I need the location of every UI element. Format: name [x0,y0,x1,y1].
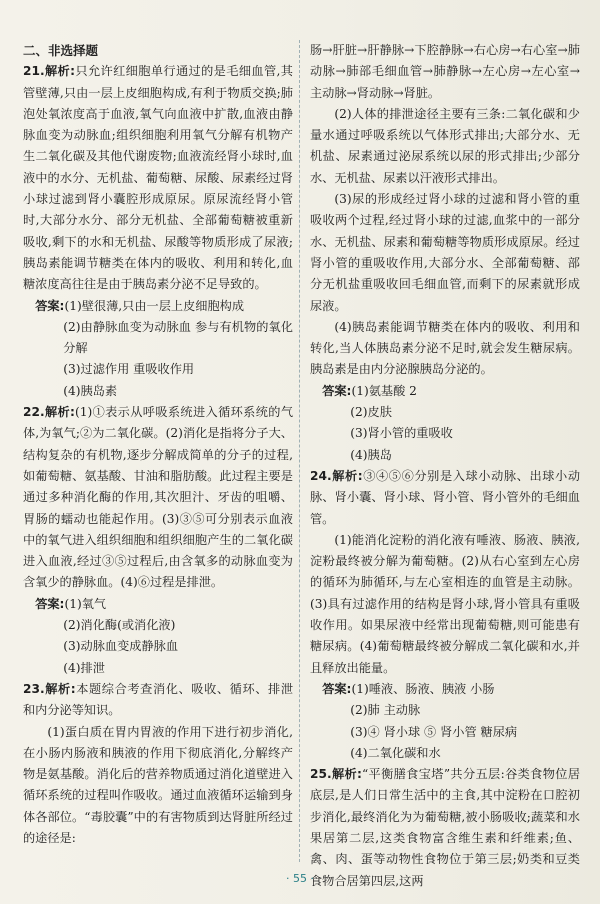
q25-analysis-label: 解析: [331,767,362,782]
q21-answer-4: (4)胰岛素 [63,383,118,398]
q22-analysis-text: (1)①表示从呼吸系统进入循环系统的气体,为氧气;②为二氧化碳。(2)消化是指将分子大、结构复杂的有机物,逐步分解成简单的分子的过程,如葡萄糖、氨基酸、甘油和脂肪酸。此过程主要是通过多种消化酶的作用,其次胆汁、牙齿的咀嚼、胃肠的蠕动也能起作用。(3)③⑤可分别表示血液中的氧气进入组织细胞和组织细胞产生的二氧化碳进入血液,经过③⑤过程后,由含氧多的动脉血变为含氧少的静脉血。(4)⑥过程是排泄。 [23,405,294,590]
q21-answer-1-text: (1)壁很薄,只由一层上皮细胞构成 [64,298,245,313]
q22-answer-1-text: (1)氧气 [64,596,107,611]
q24-analysis-label: 解析: [331,468,363,483]
q24-analysis-para-2: (1)能消化淀粉的消化液有唾液、肠液、胰液,淀粉最终被分解为葡萄糖。(2)从右心室到左心房的循环为肺循环,与左心室相连的血管是主动脉。(3)具有过滤作用的结构是肾小球,肾小管具有重吸收作用。如果尿液中经常出现葡萄糖,则可能患有糖尿病。(4)葡萄糖最终被分解成二氧化碳和水,并且释放出能量。 [310,532,580,675]
q23-analysis [23,679,293,722]
q23-para-insulin: (4)胰岛素能调节糖类在体内的吸收、利用和转化,当人体胰岛素分泌不足时,就会发生糖尿病。胰岛素是由内分泌腺胰岛分泌的。 [310,319,580,377]
section-title: 二、非选择题 [23,43,99,58]
q25-analysis-text: “平衡膳食宝塔”共分五层:谷类食物位居底层,是人们日常生活中的主食,其中淀粉在口腔初步消化,最终消化为为葡萄糖,被小肠吸收;蔬菜和水果居第二层,这类食物富含维生素和纤维素;鱼、禽、肉、蛋等动物性食物位于第三层;奶类和豆类食物合居第四层,这两 [310,767,581,888]
q23-number: 23. [23,681,45,696]
q21-answer-label: 答案: [35,298,65,313]
q22-answer-label: 答案: [35,596,65,611]
q23-para-urine: (3)尿的形成经过肾小球的过滤和肾小管的重吸收两个过程,经过肾小球的过滤,血浆中的一部分水、无机盐、尿素和葡萄糖等物质形成原尿。经过肾小管的重吸收作用,大部分水、全部葡萄糖、部分无机盐重吸收回毛细血管,而剩下的尿素就形成尿液。 [310,192,580,313]
q24-analysis [310,466,580,530]
q23-answer-1 [310,381,580,402]
q21-number: 21. [23,64,45,79]
q23-analysis-label: 解析: [44,681,76,696]
column-divider [299,40,300,862]
q22-number: 22. [23,405,45,420]
q21-answer-3: (3)过滤作用 重吸收作用 [63,362,195,377]
q23-path: 肠→肝脏→肝静脉→下腔静脉→右心房→右心室→肺动脉→肺部毛细血管→肺静脉→左心房→左心室→主动脉→肾动脉→肾脏。 [310,43,580,100]
q22-analysis-label: 解析: [44,405,75,420]
q24-answer-3: (3)④ 肾小球 ⑤ 肾小管 糖尿病 [350,724,518,739]
q23-answer-3: (3)肾小管的重吸收 [350,426,453,441]
q21-analysis-label: 解析: [44,64,75,79]
q24-answer-1-text: (1)唾液、肠液、胰液 小肠 [351,681,495,696]
q24-analysis-text-1: ③④⑤⑥分别是入球小动脉、出球小动脉、肾小囊、肾小球、肾小管、肾小管外的毛细血管。 [310,468,581,526]
q21-analysis-text: 只允许红细胞单行通过的是毛细血管,其管壁薄,只由一层上皮细胞构成,有利于物质交换;肺泡处氧浓度高于血液,氧气向血液中扩散,血液由静脉血变为动脉血;组织细胞利用氧气分解有机物产生二氧化碳及其他代谢废物;血液流经肾小球时,血液中的水分、无机盐、葡萄糖、尿酸、尿素经过肾小球过滤到肾小囊腔形成原尿。原尿流经肾小管时,大部分水分、部分无机盐、全部葡萄糖被重新吸收,剩下的水和无机盐、尿酸等物质形成了尿液;胰岛素能调节糖类在体内的吸收、利用和转化,血糖浓度高往往是由于胰岛素分泌不足导致的。 [23,64,293,292]
q22-answer-3: (3)动脉血变成静脉血 [63,639,179,654]
q23-answer-label: 答案: [322,383,352,398]
q23-answer-2: (2)皮肤 [350,405,392,420]
right-column [310,40,580,892]
q21-analysis [23,61,293,295]
q21-answer-2: (2)由静脉血变为动脉血 参与有机物的氧化分解 [63,319,293,356]
q23-para-excretion: (2)人体的排泄途径主要有三条:二氧化碳和少量水通过呼吸系统以气体形式排出;大部分水、无机盐、尿素通过泌尿系统以尿的形式排出;少部分水、无机盐、尿素以汗液形式排出。 [310,106,580,185]
q22-analysis [23,402,293,594]
q24-number: 24. [310,468,332,483]
q25-number: 25. [310,767,332,782]
q23-answer-1-text: (1)氨基酸 2 [351,383,417,398]
q24-answer-label: 答案: [322,681,352,696]
q24-answer-4: (4)二氧化碳和水 [350,745,441,760]
q23-analysis-text-1: 本题综合考查消化、吸收、循环、排泄和内分泌等知识。 [23,681,294,718]
left-column [23,40,293,849]
q24-answer-2: (2)肺 主动脉 [350,703,421,718]
q22-answer-1 [23,594,293,615]
q21-answer-1 [23,296,293,317]
page-number: · 55 · [286,872,314,885]
q24-answer-1 [310,679,580,700]
q22-answer-2: (2)消化酶(或消化液) [63,618,176,633]
q22-answer-4: (4)排泄 [63,660,105,675]
q23-answer-4: (4)胰岛 [350,447,392,462]
q23-analysis-para-2: (1)蛋白质在胃内胃液的作用下进行初步消化,在小肠内肠液和胰液的作用下彻底消化,分解终产物是氨基酸。消化后的营养物质通过消化道壁进入循环系统的过程叫作吸收。通过血液循环运输到身体各部位。“毒胶囊”中的有害物质到达肾脏所经过的途径是: [23,724,293,845]
